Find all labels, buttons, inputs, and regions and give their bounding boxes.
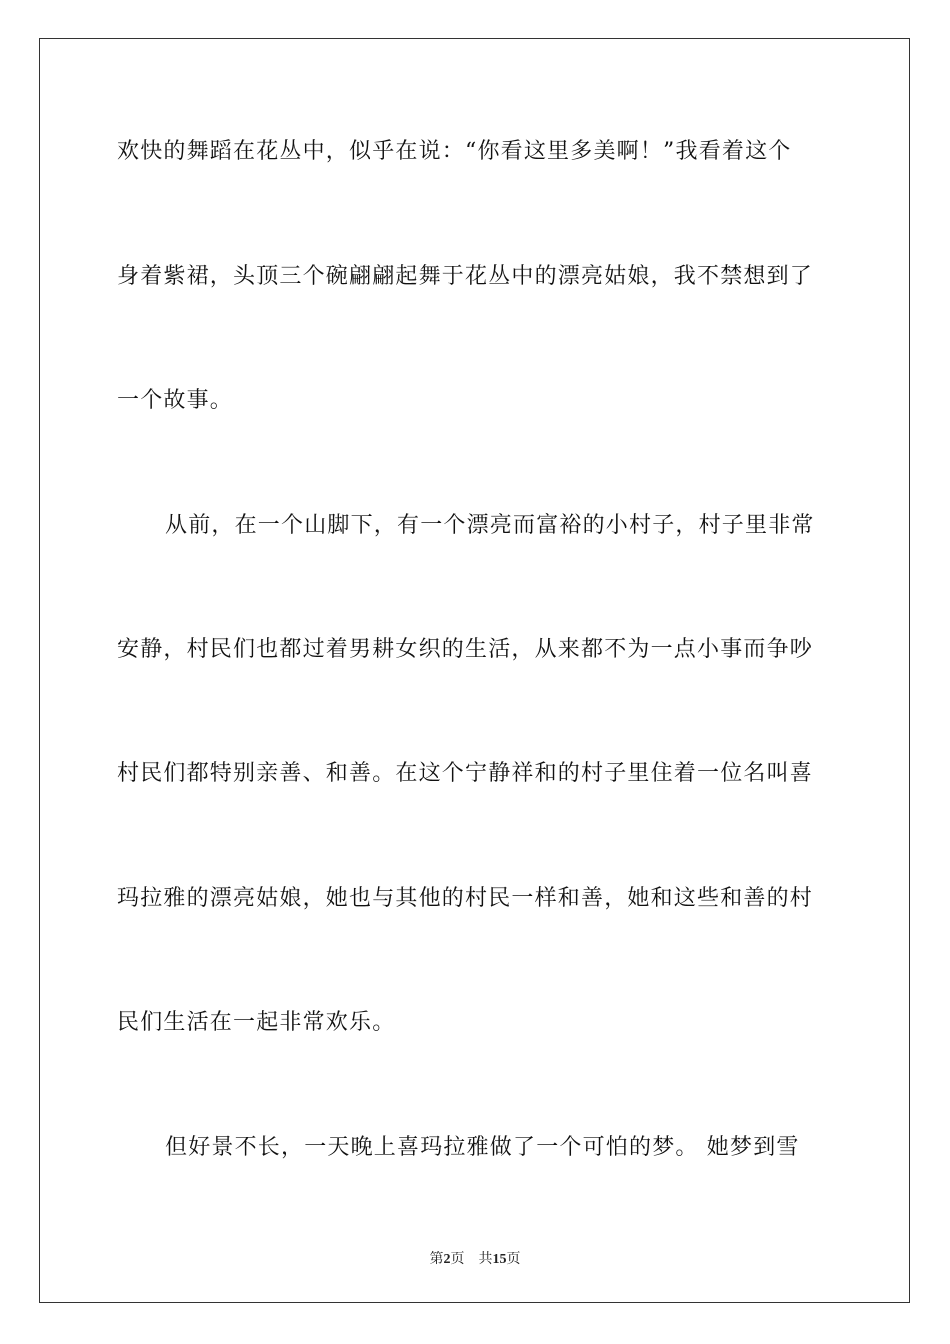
text-line-3: 一个故事。 xyxy=(117,388,234,413)
text-line-8: 民们生活在一起非常欢乐。 xyxy=(117,1010,396,1035)
page-suffix: 页 xyxy=(450,1252,465,1267)
text-line-5: 安静，村民们也都过着男耕女织的生活，从来都不为一点小事而争吵 xyxy=(117,637,814,662)
total-pages: 15 xyxy=(492,1252,507,1267)
page-number: 2 xyxy=(443,1252,451,1267)
paragraph-start-line-9: 但好景不长，一天晚上喜玛拉雅做了一个可怕的梦。 她梦到雪 xyxy=(165,1135,800,1160)
page-prefix: 第 xyxy=(429,1252,444,1267)
text-line-2: 身着紫裙，头顶三个碗翩翩起舞于花丛中的漂亮姑娘，我不禁想到了 xyxy=(117,264,814,289)
page-border xyxy=(39,38,910,1303)
total-suffix: 页 xyxy=(506,1252,521,1267)
text-line-7: 玛拉雅的漂亮姑娘，她也与其他的村民一样和善，她和这些和善的村 xyxy=(117,886,814,911)
text-line-1: 欢快的舞蹈在花丛中，似乎在说：“你看这里多美啊！”我看着这个 xyxy=(117,139,792,164)
paragraph-start-line-4: 从前，在一个山脚下，有一个漂亮而富裕的小村子，村子里非常 xyxy=(165,513,815,538)
total-prefix: 共 xyxy=(478,1252,493,1267)
page-footer xyxy=(0,1248,950,1268)
text-line-6: 村民们都特别亲善、和善。在这个宁静祥和的村子里住着一位名叫喜 xyxy=(117,761,814,786)
